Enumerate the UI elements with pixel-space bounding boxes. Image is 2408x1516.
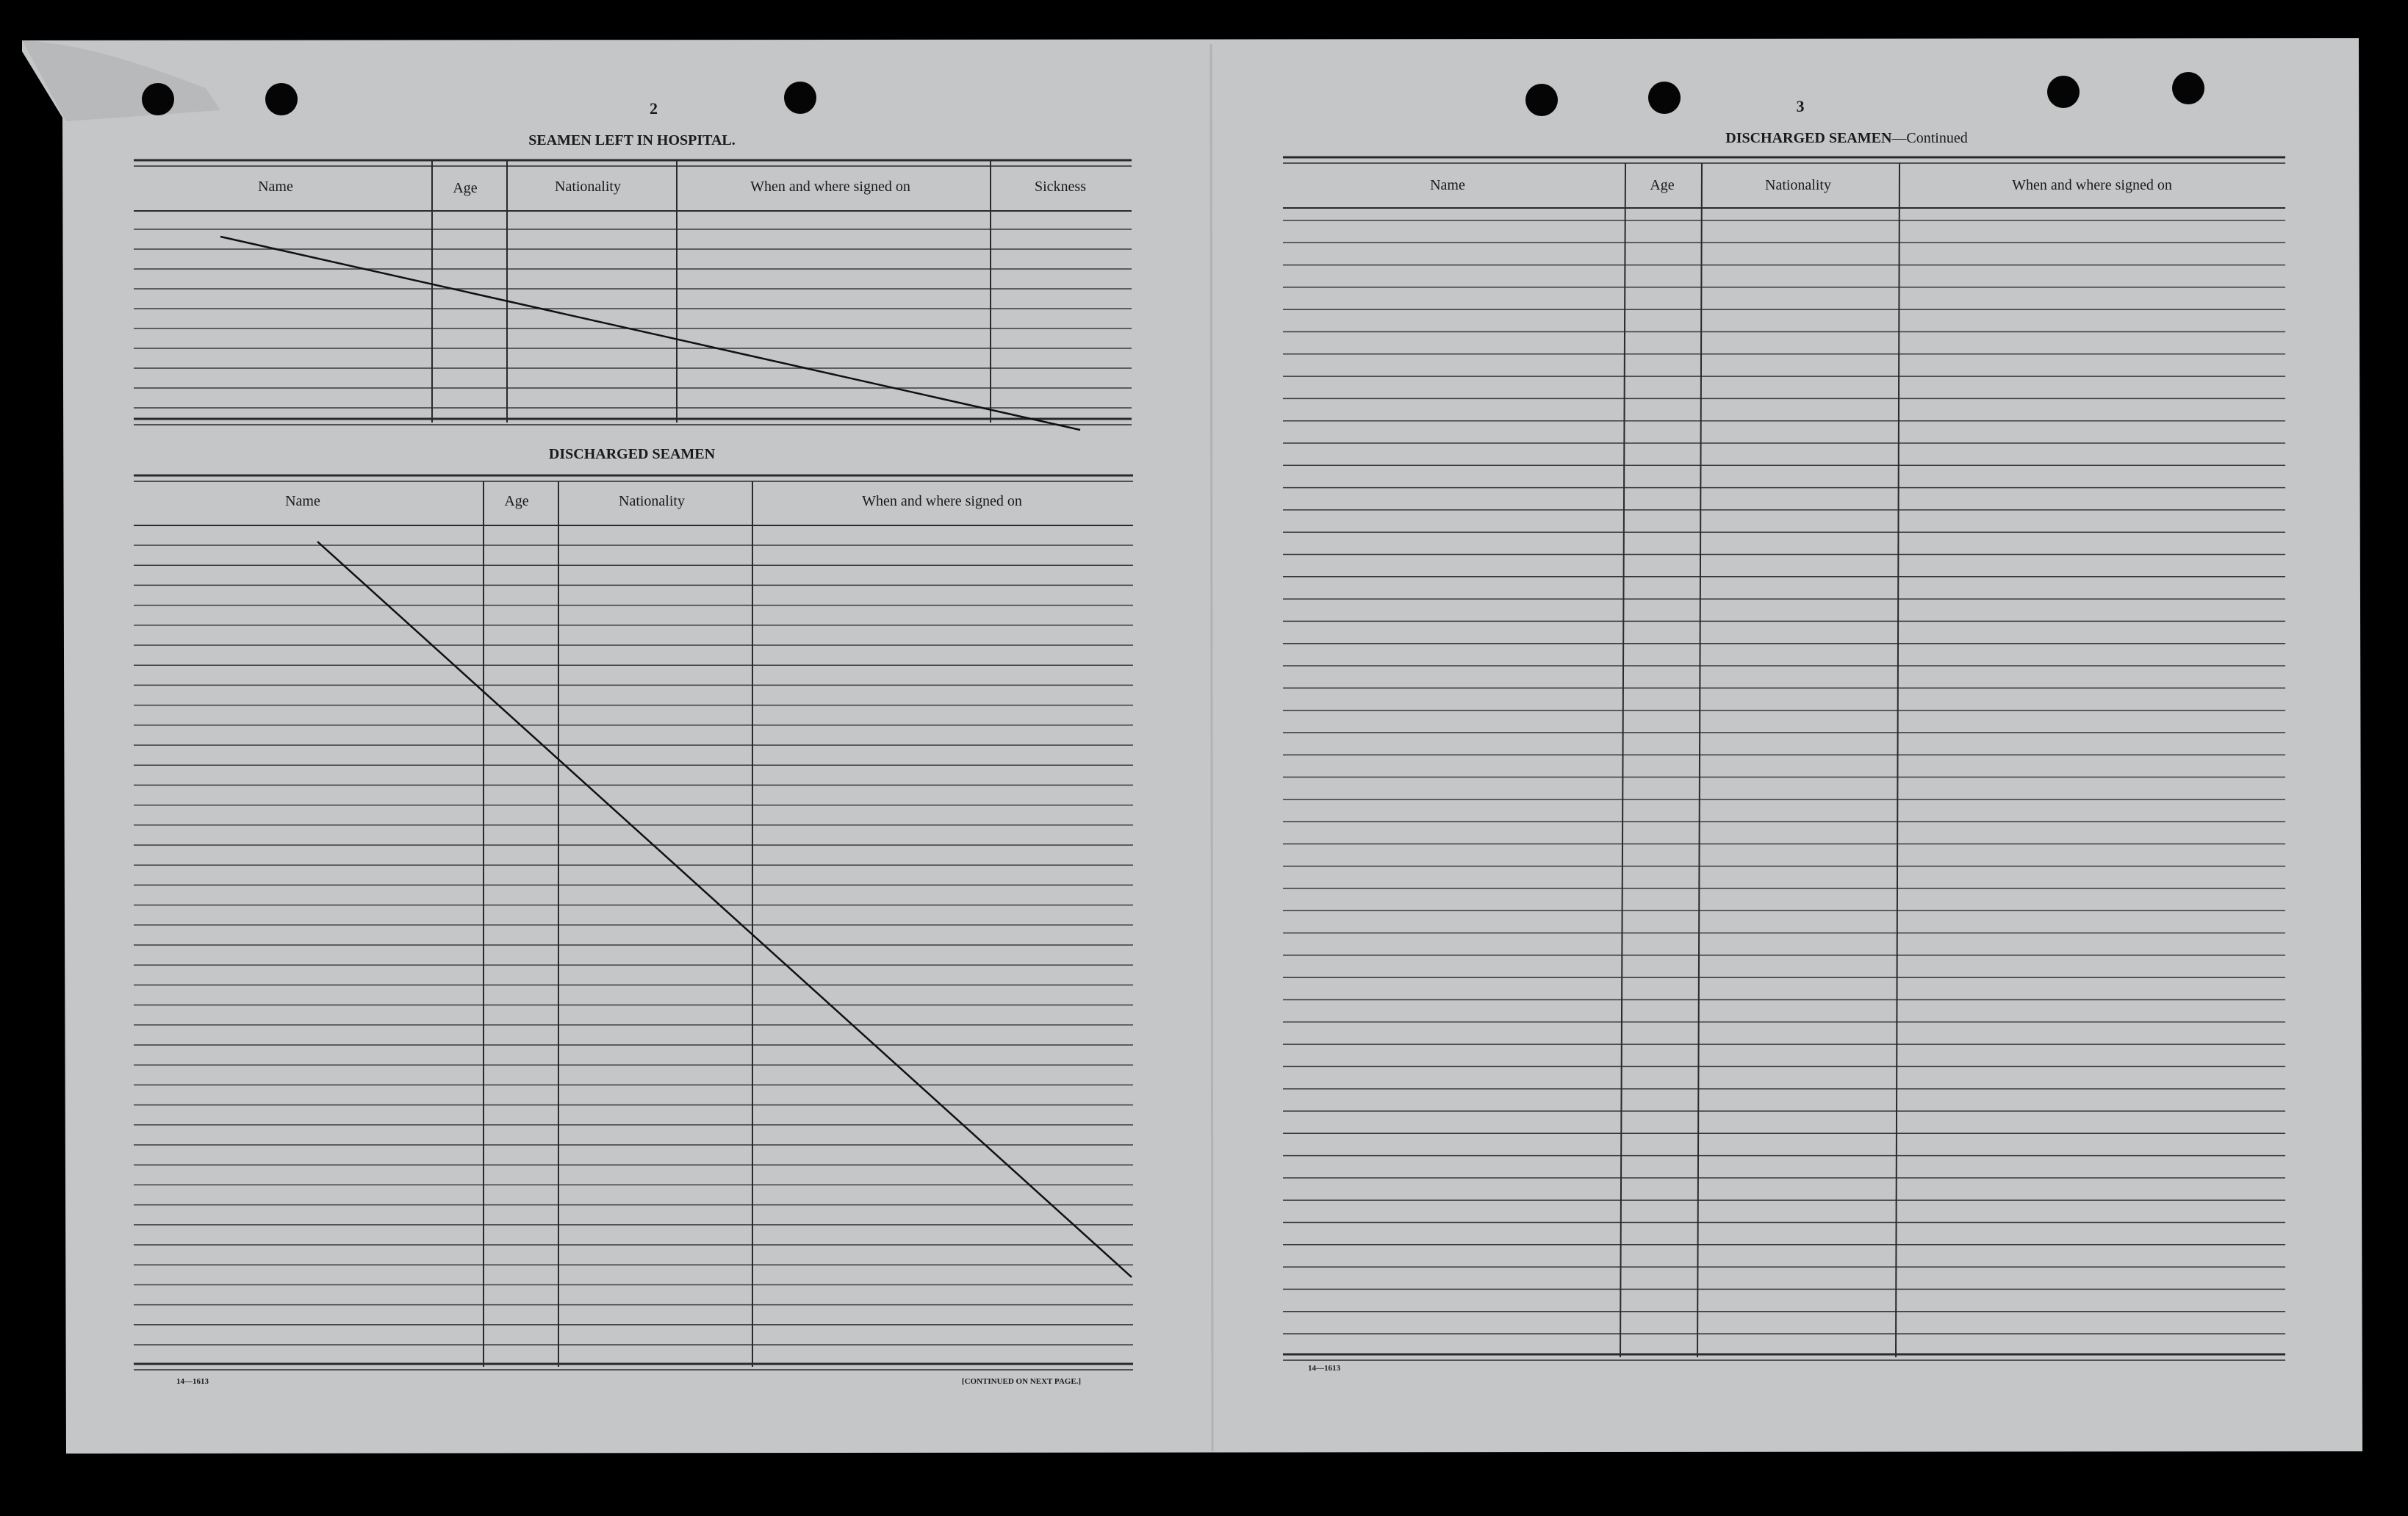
right-title (1725, 130, 1968, 146)
hospital-col-age: Age (453, 180, 478, 196)
right-title-main: DISCHARGED SEAMEN (1725, 130, 1892, 146)
left-page-number: 2 (650, 99, 658, 118)
punch-hole (265, 83, 298, 115)
right-col-age: Age (1650, 177, 1675, 193)
right-footer-code: 14—1613 (1308, 1364, 1340, 1373)
punch-hole (1648, 82, 1681, 114)
punch-hole (142, 83, 174, 115)
hospital-col-sickness: Sickness (1035, 179, 1086, 195)
punch-hole (784, 82, 816, 114)
center-fold (1211, 44, 1212, 1451)
left-footer-note: [CONTINUED ON NEXT PAGE.] (961, 1377, 1082, 1386)
punch-hole (2172, 72, 2204, 104)
hospital-col-nationality: Nationality (555, 179, 621, 195)
right-title-suffix: —Continued (1891, 130, 1968, 146)
punch-hole (1525, 84, 1558, 116)
discharged-title: DISCHARGED SEAMEN (548, 446, 716, 462)
right-col-name: Name (1430, 177, 1465, 193)
discharged-col-name: Name (285, 493, 320, 509)
right-page-number: 3 (1796, 97, 1805, 115)
hospital-col-name: Name (258, 179, 293, 195)
hospital-title: SEAMEN LEFT IN HOSPITAL. (528, 132, 736, 148)
right-col-signed-on: When and where signed on (2012, 177, 2172, 193)
discharged-col-signed-on: When and where signed on (862, 493, 1022, 509)
right-col-nationality: Nationality (1765, 177, 1831, 193)
paper-sheet (22, 38, 2362, 1454)
hospital-col-signed-on: When and where signed on (750, 179, 910, 195)
discharged-col-nationality: Nationality (619, 493, 685, 509)
discharged-row-lines (134, 545, 1133, 1345)
left-footer-code: 14—1613 (176, 1377, 209, 1386)
discharged-col-age: Age (504, 493, 529, 509)
punch-hole (2047, 76, 2080, 108)
